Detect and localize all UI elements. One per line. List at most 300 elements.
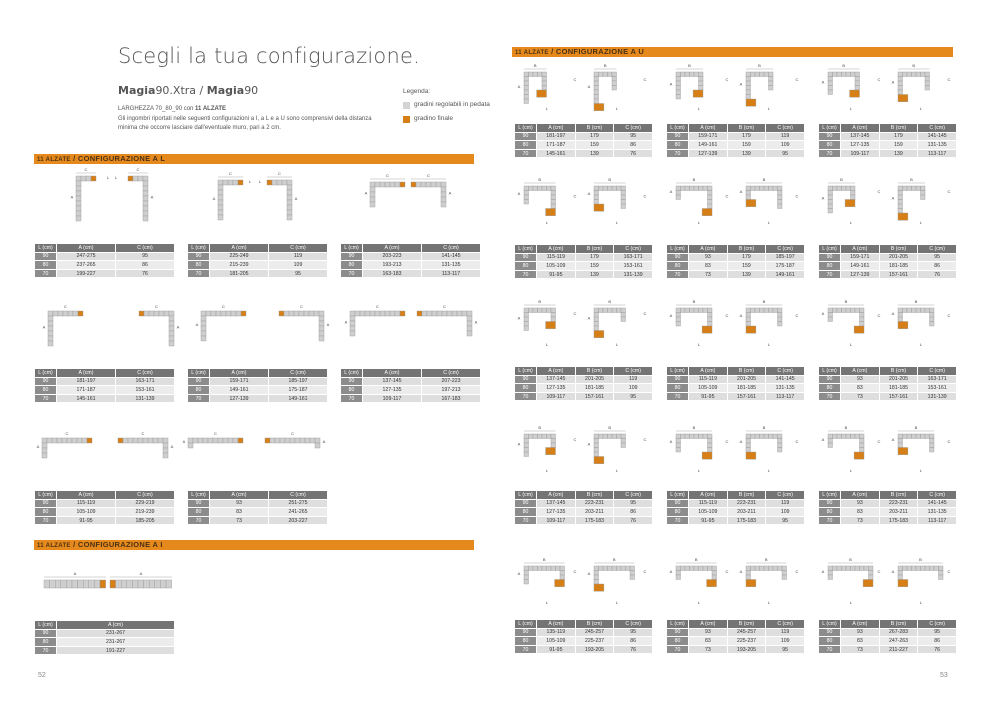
step xyxy=(76,201,81,206)
dimension-label: L xyxy=(615,342,619,347)
step xyxy=(755,308,760,313)
table-cell: 73 xyxy=(841,645,880,654)
dimension-label: B xyxy=(842,63,846,68)
table-cell: 201-205 xyxy=(727,375,766,384)
step xyxy=(828,204,833,209)
dimension-label: A xyxy=(73,571,77,576)
step xyxy=(855,77,860,82)
table-cell: 247-263 xyxy=(879,637,918,646)
step xyxy=(594,195,599,200)
dimension-label: A xyxy=(170,444,174,449)
section-bar-U: 11 ALZATE / CONFIGURAZIONE A U xyxy=(512,47,953,57)
step xyxy=(216,311,221,316)
step xyxy=(681,308,686,313)
step xyxy=(630,575,635,580)
step xyxy=(524,313,529,318)
step xyxy=(218,200,223,205)
step xyxy=(524,575,529,580)
dimension-label: C xyxy=(386,173,389,178)
table-cell: 80 xyxy=(667,637,689,646)
step xyxy=(773,566,778,571)
dimension-label: A xyxy=(739,313,743,318)
diagram-i1b xyxy=(108,570,174,596)
step xyxy=(846,72,851,77)
table-cell: 70 xyxy=(515,645,537,654)
dimension-label: C xyxy=(877,313,881,318)
step xyxy=(594,308,599,313)
table-cell: 163-183 xyxy=(363,269,422,278)
step xyxy=(690,434,695,439)
step xyxy=(778,443,783,448)
dimension-label: C xyxy=(443,304,446,309)
dimension-label: L xyxy=(615,106,619,111)
table-row xyxy=(35,269,175,278)
table-cell: 90 xyxy=(341,377,363,386)
step xyxy=(846,566,851,571)
diagram-u8a xyxy=(668,298,730,348)
step xyxy=(61,580,67,588)
dimension-label: C xyxy=(65,431,69,436)
step xyxy=(524,452,529,457)
dimension-label: L xyxy=(849,468,853,473)
dimension-label: C xyxy=(573,193,577,199)
step xyxy=(612,434,617,439)
dimension-label: A xyxy=(821,310,825,316)
dimension-label: A xyxy=(587,83,591,89)
table-header: A (cm) xyxy=(363,369,422,378)
step xyxy=(898,566,903,571)
step xyxy=(594,313,599,318)
table-row xyxy=(819,149,957,158)
dimension-label: A xyxy=(182,439,186,444)
table-row xyxy=(188,499,328,508)
table-header: A (cm) xyxy=(689,245,728,254)
dimension-label: B xyxy=(912,63,916,68)
dimension-label: C xyxy=(947,568,951,574)
step xyxy=(542,81,547,86)
table-cell: 105-109 xyxy=(689,508,728,517)
table-header: L (cm) xyxy=(341,369,363,378)
step xyxy=(66,580,72,588)
step xyxy=(76,196,81,201)
step xyxy=(778,439,783,444)
table-row xyxy=(515,645,653,654)
table-header: A (cm) xyxy=(57,621,175,630)
step xyxy=(699,72,704,77)
table-cell: 159 xyxy=(575,141,614,150)
table-cell: 90 xyxy=(515,253,537,262)
table-header: C (cm) xyxy=(766,367,805,376)
step xyxy=(121,580,127,588)
diagram-u2a xyxy=(668,62,730,112)
step xyxy=(755,72,760,77)
dimension-label: C xyxy=(573,310,577,316)
step xyxy=(315,443,320,448)
table-cell: 105-109 xyxy=(537,637,576,646)
table-cell: 91-95 xyxy=(537,270,576,279)
dimension-label: B xyxy=(694,557,698,562)
dimension-label: L xyxy=(697,468,701,473)
step xyxy=(703,186,708,191)
table-cell: 159-171 xyxy=(689,132,728,141)
table-cell: 145-161 xyxy=(57,394,116,403)
step xyxy=(94,580,100,588)
table-cell: 127-135 xyxy=(363,386,422,395)
step xyxy=(599,566,604,571)
table-cell: 135-119 xyxy=(537,628,576,637)
step xyxy=(828,191,833,196)
table-cell: 70 xyxy=(819,645,841,654)
table-cell: 90 xyxy=(341,252,363,261)
step xyxy=(769,81,774,86)
dimension-label: B xyxy=(542,557,546,562)
dimension-label: A xyxy=(891,310,895,316)
table-row xyxy=(667,508,805,517)
step xyxy=(143,216,148,221)
table-header: A (cm) xyxy=(210,491,269,500)
step xyxy=(828,566,833,571)
step xyxy=(594,326,599,331)
step xyxy=(370,202,375,207)
table-cell: 80 xyxy=(819,262,841,271)
step xyxy=(524,308,529,313)
step xyxy=(851,308,856,313)
dimension-label: A xyxy=(139,571,143,576)
step xyxy=(860,439,865,444)
table-cell: 119 xyxy=(766,499,805,508)
step xyxy=(685,566,690,571)
table-cell: 119 xyxy=(766,628,805,637)
table-cell: 127-135 xyxy=(537,508,576,517)
table-cell: 127-139 xyxy=(689,149,728,158)
dimension-table-u1 xyxy=(514,123,653,158)
table-cell: 197-213 xyxy=(422,386,481,395)
step xyxy=(542,77,547,82)
step xyxy=(681,566,686,571)
step xyxy=(143,191,148,196)
step xyxy=(621,443,626,448)
table-cell: 159-171 xyxy=(841,253,880,262)
table-cell: 193-213 xyxy=(363,261,422,270)
step xyxy=(837,72,842,77)
table-cell: 70 xyxy=(819,516,841,525)
step xyxy=(746,566,751,571)
step xyxy=(228,180,233,185)
step xyxy=(828,195,833,200)
table-row xyxy=(515,628,653,637)
step xyxy=(617,308,622,313)
dimension-table-u14 xyxy=(666,619,805,654)
dimension-label: B xyxy=(910,177,913,182)
step xyxy=(452,311,457,316)
table-cell: 70 xyxy=(515,516,537,525)
step xyxy=(68,311,73,316)
diagram-u13b xyxy=(586,556,648,606)
dimension-label: L xyxy=(697,342,701,347)
dimension-label: A xyxy=(669,81,673,87)
final-step xyxy=(898,448,908,455)
dimension-label: A xyxy=(587,315,591,321)
step xyxy=(612,308,617,313)
step xyxy=(319,331,324,336)
table-cell: 163-171 xyxy=(918,375,957,384)
step xyxy=(898,72,903,77)
dimension-label: A xyxy=(448,190,452,196)
table-header: A (cm) xyxy=(537,491,576,500)
step xyxy=(694,434,699,439)
step xyxy=(676,308,681,313)
step xyxy=(833,434,838,439)
step xyxy=(385,311,390,316)
dimension-label: C xyxy=(643,436,647,442)
diagram-u2b xyxy=(738,62,800,112)
step xyxy=(315,438,320,443)
step xyxy=(769,86,774,91)
table-row xyxy=(35,516,175,525)
final-step xyxy=(854,452,864,459)
table-cell: 80 xyxy=(515,141,537,150)
table-cell: 80 xyxy=(341,386,363,395)
table-cell: 70 xyxy=(188,269,210,278)
dimension-label: B xyxy=(538,425,542,430)
diagram-u1a xyxy=(516,62,578,112)
table-row xyxy=(515,516,653,525)
final-step xyxy=(702,452,712,459)
step xyxy=(89,580,95,588)
step xyxy=(529,186,534,191)
table-cell: 90 xyxy=(667,628,689,637)
table-row xyxy=(515,270,653,279)
step xyxy=(594,90,599,95)
step xyxy=(594,186,599,191)
step xyxy=(143,438,148,443)
step xyxy=(846,308,851,313)
step xyxy=(699,86,704,91)
table-cell: 149-161 xyxy=(210,386,269,395)
step xyxy=(912,308,917,313)
step xyxy=(851,72,856,77)
table-row xyxy=(819,384,957,393)
table-row xyxy=(819,645,957,654)
table-header: L (cm) xyxy=(341,244,363,253)
table-cell: 131-135 xyxy=(766,384,805,393)
table-cell: 70 xyxy=(35,269,57,278)
step xyxy=(542,566,547,571)
table-cell: 93 xyxy=(210,499,269,508)
step xyxy=(764,566,769,571)
step xyxy=(612,186,617,191)
step xyxy=(828,200,833,205)
table-row xyxy=(515,508,653,517)
step xyxy=(898,195,903,200)
step xyxy=(533,72,538,77)
dimension-label: C xyxy=(214,431,217,436)
dimension-label: A xyxy=(70,194,74,200)
table-row xyxy=(515,262,653,271)
step xyxy=(778,195,783,200)
step xyxy=(746,195,751,200)
step xyxy=(467,331,472,336)
table-header: A (cm) xyxy=(841,491,880,500)
step xyxy=(201,316,206,321)
step xyxy=(213,438,218,443)
dimension-label: A xyxy=(587,191,591,196)
step xyxy=(42,448,47,453)
dimension-label: B xyxy=(840,177,843,182)
step xyxy=(930,566,935,571)
dimension-label: A xyxy=(669,439,673,444)
step xyxy=(778,313,783,318)
table-cell: 229-219 xyxy=(116,499,175,508)
step xyxy=(163,453,168,458)
table-header: A (cm) xyxy=(57,244,116,253)
step xyxy=(163,443,168,448)
step xyxy=(608,308,613,313)
step xyxy=(188,438,193,443)
step xyxy=(746,72,751,77)
table-header: C (cm) xyxy=(116,369,175,378)
step xyxy=(708,448,713,453)
step xyxy=(676,191,681,196)
step xyxy=(427,311,432,316)
table-cell: 95 xyxy=(766,645,805,654)
table-cell: 86 xyxy=(614,637,653,646)
step xyxy=(284,311,289,316)
step xyxy=(350,326,355,331)
step xyxy=(676,566,681,571)
table-cell: 93 xyxy=(689,253,728,262)
step xyxy=(524,86,529,91)
step xyxy=(898,313,903,318)
step xyxy=(287,215,292,220)
diagram-l6b xyxy=(406,303,478,343)
table-cell: 90 xyxy=(35,499,57,508)
table-cell: 153-161 xyxy=(614,262,653,271)
table-row xyxy=(341,386,481,395)
step xyxy=(855,86,860,91)
table-cell: 70 xyxy=(188,516,210,525)
step xyxy=(778,186,783,191)
table-header: B (cm) xyxy=(727,367,766,376)
table-cell: 70 xyxy=(819,270,841,279)
step xyxy=(621,200,626,205)
dimension-label: L xyxy=(615,220,619,225)
table-row xyxy=(819,375,957,384)
dimension-table-l8 xyxy=(187,490,328,525)
step xyxy=(925,566,930,571)
step xyxy=(694,308,699,313)
table-row xyxy=(667,645,805,654)
dimension-label: L xyxy=(545,600,549,605)
table-header: L (cm) xyxy=(667,367,689,376)
dimension-label: L xyxy=(767,106,771,111)
table-row xyxy=(341,394,481,403)
step xyxy=(939,575,944,580)
step xyxy=(621,308,626,313)
table-cell: 86 xyxy=(614,141,653,150)
step xyxy=(594,439,599,444)
step xyxy=(218,185,223,190)
dimension-label: A xyxy=(739,81,743,87)
step xyxy=(153,438,158,443)
step xyxy=(608,186,613,191)
step xyxy=(925,81,930,86)
table-cell: 141-145 xyxy=(766,375,805,384)
table-cell: 91-95 xyxy=(537,645,576,654)
step xyxy=(436,182,441,187)
table-cell: 131-135 xyxy=(918,508,957,517)
dimension-label: C xyxy=(376,304,379,309)
step xyxy=(319,311,324,316)
step xyxy=(551,317,556,322)
dimension-label: C xyxy=(136,167,140,172)
table-cell: 159 xyxy=(879,141,918,150)
dimension-label: L xyxy=(849,220,853,225)
step xyxy=(442,311,447,316)
step xyxy=(751,186,756,191)
diagram-u5a xyxy=(668,176,730,226)
step xyxy=(148,438,153,443)
dimension-label: A xyxy=(821,79,825,85)
step xyxy=(898,86,903,91)
dimension-label: B xyxy=(533,63,537,68)
table-row xyxy=(188,508,328,517)
step xyxy=(860,434,865,439)
step xyxy=(380,182,385,187)
table-header: L (cm) xyxy=(35,621,57,630)
diagram-i1a xyxy=(42,570,108,596)
step xyxy=(782,571,787,576)
table-cell: 80 xyxy=(667,262,689,271)
diagram-l1a xyxy=(64,166,112,228)
dimension-label: A xyxy=(891,79,895,85)
dimension-label: L xyxy=(849,600,853,605)
step xyxy=(608,566,613,571)
dimension-label: A xyxy=(517,191,521,196)
step xyxy=(746,81,751,86)
step xyxy=(287,185,292,190)
step xyxy=(898,439,903,444)
step xyxy=(524,191,529,196)
step xyxy=(833,566,838,571)
step xyxy=(703,566,708,571)
step xyxy=(676,575,681,580)
table-cell: 95 xyxy=(614,132,653,141)
step xyxy=(350,316,355,321)
dimension-table-u4 xyxy=(514,244,653,279)
step xyxy=(350,331,355,336)
step xyxy=(143,201,148,206)
table-cell: 115-119 xyxy=(57,499,116,508)
step xyxy=(218,180,223,185)
table-row xyxy=(188,394,328,403)
page-number-left: 52 xyxy=(38,672,46,679)
step xyxy=(930,308,935,313)
spec-note: Gli ingombri riportati nelle seguenti configurazioni a I, a L e a U sono comprensivi della distanza minima che occorre lasciare dall'eventuale muro, pari a 2 cm. xyxy=(118,116,372,131)
step xyxy=(211,311,216,316)
step xyxy=(154,311,159,316)
step xyxy=(287,180,292,185)
step xyxy=(699,308,704,313)
gray-swatch-icon xyxy=(403,102,410,109)
diagram-l4b xyxy=(108,303,180,343)
dimension-label: C xyxy=(643,193,647,199)
step xyxy=(690,72,695,77)
table-row xyxy=(667,141,805,150)
step xyxy=(778,566,783,571)
table-row xyxy=(667,132,805,141)
table-cell: 245-257 xyxy=(575,628,614,637)
